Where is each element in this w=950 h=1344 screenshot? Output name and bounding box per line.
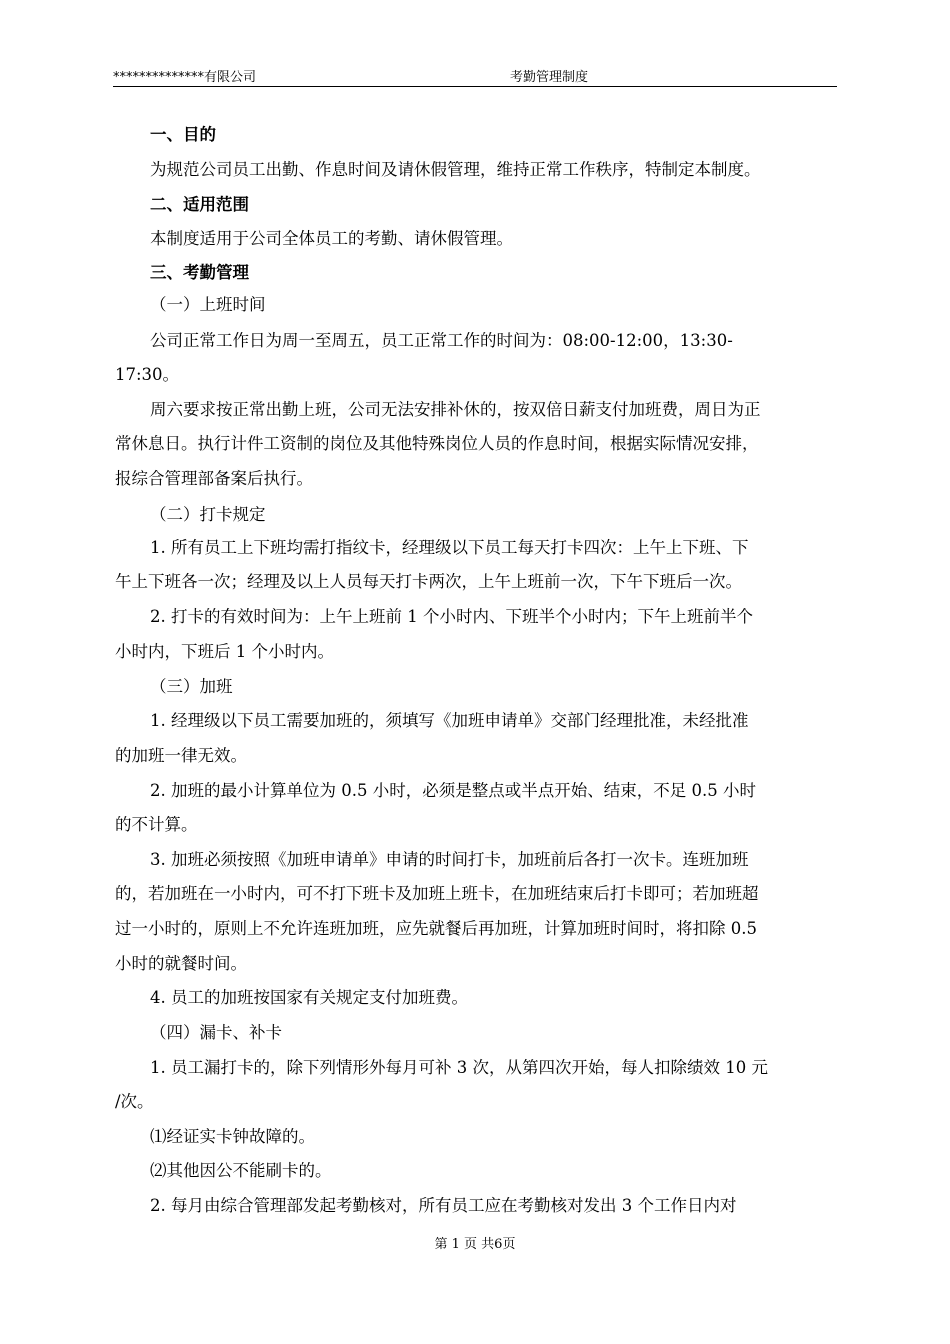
document-title: 考勤管理制度	[510, 70, 589, 85]
paragraph-line: 4. 员工的加班按国家有关规定支付加班费。	[150, 988, 468, 1007]
page-header	[113, 66, 837, 86]
paragraph-line: 为规范公司员工出勤、作息时间及请休假管理，维持正常工作秩序，特制定本制度。	[150, 160, 761, 179]
paragraph-line: 的，若加班在一小时内，可不打下班卡及加班上班卡，在加班结束后打卡即可；若加班超	[115, 884, 759, 903]
page-number-footer: 第 1 页 共6页	[434, 1237, 516, 1252]
paragraph-line: 2. 每月由综合管理部发起考勤核对，所有员工应在考勤核对发出 3 个工作日内对	[150, 1196, 737, 1215]
paragraph-line: 公司正常工作日为周一至周五，员工正常工作的时间为：08:00-12:00，13:30-	[150, 331, 733, 350]
paragraph-line: 17:30。	[115, 365, 180, 384]
paragraph-line: 1. 员工漏打卡的，除下列情形外每月可补 3 次，从第四次开始，每人扣除绩效 10 元	[150, 1058, 768, 1077]
paragraph-line: /次。	[115, 1092, 154, 1111]
paragraph-line: 小时的就餐时间。	[115, 954, 247, 973]
paragraph-line: ⑴经证实卡钟故障的。	[150, 1127, 315, 1146]
section-heading-attendance: 三、考勤管理	[150, 263, 249, 282]
paragraph-line: 周六要求按正常出勤上班，公司无法安排补休的，按双倍日薪支付加班费，周日为正	[150, 400, 761, 419]
paragraph-line: 过一小时的，原则上不允许连班加班，应先就餐后再加班，计算加班时间时，将扣除 0.5	[115, 919, 757, 938]
paragraph-line: 3. 加班必须按照《加班申请单》申请的时间打卡，加班前后各打一次卡。连班加班	[150, 850, 749, 869]
paragraph-line: 2. 加班的最小计算单位为 0.5 小时，必须是整点或半点开始、结束，不足 0.5 小时	[150, 781, 756, 800]
paragraph-line: 小时内，下班后 1 个小时内。	[115, 642, 334, 661]
subsection-heading: （三）加班	[150, 677, 233, 696]
section-heading-scope: 二、适用范围	[150, 195, 249, 214]
header-divider	[113, 86, 837, 87]
subsection-heading: （一）上班时间	[150, 295, 266, 314]
paragraph-line: 2. 打卡的有效时间为：上午上班前 1 个小时内、下班半个小时内；下午上班前半个	[150, 607, 753, 626]
section-heading-purpose: 一、目的	[150, 125, 216, 144]
paragraph-line: ⑵其他因公不能刷卡的。	[150, 1161, 332, 1180]
subsection-heading: （四）漏卡、补卡	[150, 1023, 282, 1042]
paragraph-line: 1. 所有员工上下班均需打指纹卡，经理级以下员工每天打卡四次：上午上下班、下	[150, 538, 749, 557]
paragraph-line: 午上下班各一次；经理及以上人员每天打卡两次，上午上班前一次，下午下班后一次。	[115, 572, 742, 591]
subsection-heading: （二）打卡规定	[150, 505, 266, 524]
company-name: **************有限公司	[113, 70, 257, 85]
paragraph-line: 本制度适用于公司全体员工的考勤、请休假管理。	[150, 229, 513, 248]
paragraph-line: 常休息日。执行计件工资制的岗位及其他特殊岗位人员的作息时间，根据实际情况安排，	[115, 434, 759, 453]
paragraph-line: 报综合管理部备案后执行。	[115, 469, 313, 488]
paragraph-line: 的加班一律无效。	[115, 746, 247, 765]
paragraph-line: 的不计算。	[115, 815, 198, 834]
paragraph-line: 1. 经理级以下员工需要加班的，须填写《加班申请单》交部门经理批准，未经批准	[150, 711, 749, 730]
